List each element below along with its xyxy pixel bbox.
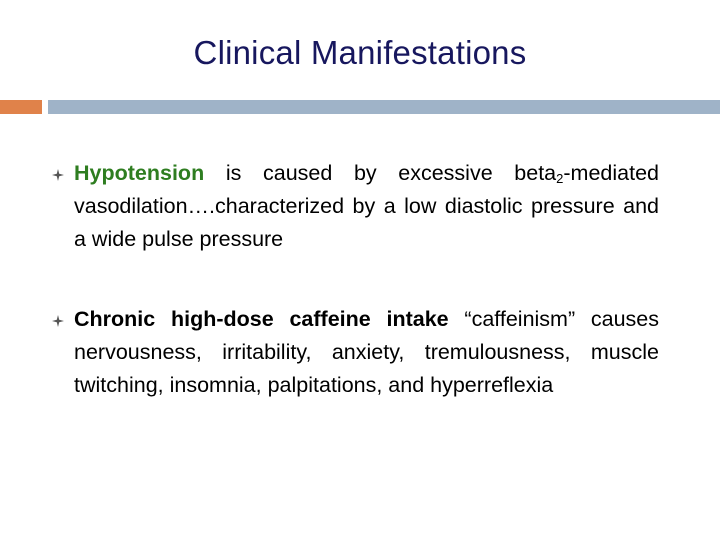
accent-bar bbox=[0, 100, 42, 114]
header-bar bbox=[48, 100, 720, 114]
subscript: 2 bbox=[556, 171, 564, 186]
diamond-bullet-icon bbox=[52, 315, 64, 327]
slide-title: Clinical Manifestations bbox=[193, 34, 527, 71]
bullet-text: “caffeinism” causes nervousness, irritability, anxiety, tremulousness, muscle twitching, insomnia, palpitations, and hyperreflexia bbox=[74, 307, 660, 397]
bullet-lead: Hypotension bbox=[74, 161, 205, 185]
diamond-bullet-icon bbox=[52, 169, 64, 181]
bullet-text-continued: -mediated vasodilation….characterized by a low diastolic pressure and a wide pulse pressure bbox=[74, 161, 659, 251]
bullet-paragraph bbox=[74, 303, 659, 402]
bullet-paragraph bbox=[74, 157, 659, 256]
bullet-lead: Chronic high-dose caffeine intake bbox=[74, 307, 449, 331]
bullet-text: is caused by excessive beta bbox=[204, 161, 557, 185]
